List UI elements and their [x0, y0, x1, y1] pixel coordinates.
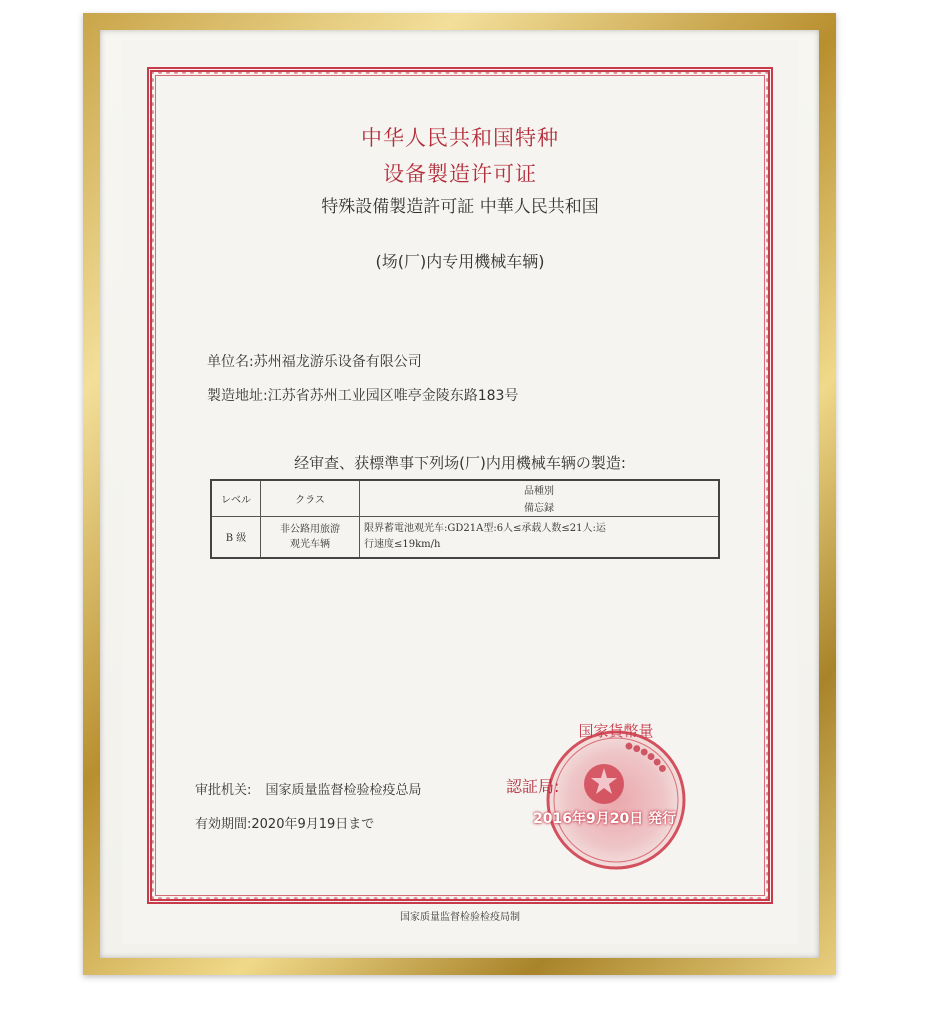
footer-issuer: 国家质量监督检验检疫局制 [400, 912, 520, 923]
authority-value: 国家质量监督检验检疫总局 [265, 783, 422, 798]
certification-bureau: 認証局: [506, 777, 560, 796]
row-class-line2: 观光车辆 [290, 538, 330, 550]
header-notes: 備忘録 [360, 498, 720, 516]
table-row [211, 516, 719, 558]
svg-text:●●●●●●: ●●●●●● [623, 740, 669, 775]
approval-authority [195, 779, 422, 798]
header-level: レベル [211, 480, 261, 516]
license-table [210, 479, 720, 559]
certificate-title-line1: 中华人民共和国特种 [361, 126, 559, 150]
certificate-category: (场(厂)内专用機械车辆) [375, 252, 545, 271]
certificate-subtitle: 特殊設備製造許可証 中華人民共和国 [321, 197, 599, 217]
row-level: B 级 [211, 516, 261, 558]
manufacturing-address: 製造地址:江苏省苏州工业园区唯亭金陵东路183号 [207, 388, 519, 404]
row-note-line2: 行速度≤19km/h [364, 538, 441, 550]
row-class-line1: 非公路用旅游 [280, 523, 340, 535]
certificate-title-line2: 设备製造许可证 [383, 162, 537, 186]
issue-date: 2016年9月20日 発行 [533, 811, 677, 827]
approval-statement: 经审查、获標準事下列场(厂)内用機械车辆の製造: [294, 454, 626, 472]
company-name: 单位名:苏州福龙游乐设备有限公司 [207, 354, 422, 370]
row-note-line1: 限界蓄電池观光车:GD21A型:6人≤承载人数≤21人:运 [364, 522, 606, 534]
authority-label: 审批机关: [195, 783, 252, 798]
header-variety: 品種別 [360, 480, 720, 498]
header-class: クラス [261, 480, 360, 516]
stamp-text: 国家貨幣量 [578, 722, 654, 740]
validity-period: 有効期間:2020年9月19日まで [195, 817, 375, 832]
